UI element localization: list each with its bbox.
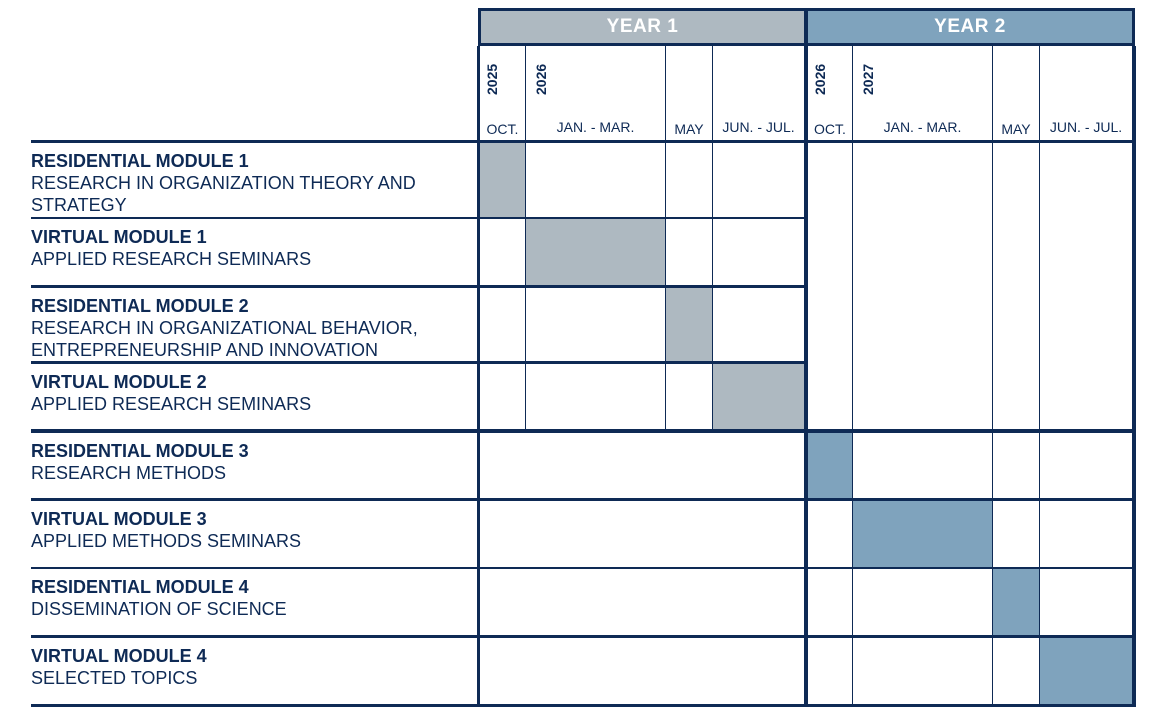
module-subtitle: DISSEMINATION OF SCIENCE (31, 599, 287, 619)
module-subtitle: RESEARCH IN ORGANIZATIONAL BEHAVIOR, ENTREPRENEURSHIP AND INNOVATION (31, 318, 418, 360)
month-janmar-y2: JAN. - MAR. (883, 119, 962, 135)
module-title: VIRTUAL MODULE 3 (31, 509, 207, 529)
module-title: RESIDENTIAL MODULE 2 (31, 296, 249, 316)
month-junjul-y2: JUN. - JUL. (1049, 119, 1123, 135)
bar-virtual-module-4 (1040, 638, 1132, 704)
module-subtitle: APPLIED RESEARCH SEMINARS (31, 394, 312, 414)
bar-virtual-module-2 (713, 364, 804, 429)
module-row-4 (31, 371, 471, 415)
module-row-6 (31, 508, 471, 552)
month-janmar-y1: JAN. - MAR. (556, 119, 635, 135)
month-oct-y2: OCT. (814, 121, 846, 137)
module-row-2 (31, 226, 471, 270)
module-title: VIRTUAL MODULE 2 (31, 372, 207, 392)
month-may-y2: MAY (1001, 121, 1031, 137)
bar-residential-module-2 (666, 288, 712, 361)
year-label-2025: 2025 (484, 63, 500, 95)
module-row-1 (31, 150, 471, 216)
year-label-2026-y2: 2026 (812, 63, 828, 95)
module-row-8 (31, 645, 471, 689)
module-row-5 (31, 440, 471, 484)
bar-residential-module-4 (993, 569, 1039, 635)
module-subtitle: APPLIED RESEARCH SEMINARS (31, 249, 312, 269)
module-title: VIRTUAL MODULE 1 (31, 227, 207, 247)
month-junjul-y1: JUN. - JUL. (722, 119, 795, 135)
module-subtitle: SELECTED TOPICS (31, 668, 198, 688)
module-row-7 (31, 576, 471, 620)
year-label-2026: 2026 (533, 63, 549, 95)
module-title: RESIDENTIAL MODULE 1 (31, 151, 249, 171)
year-label-2027: 2027 (860, 63, 876, 95)
module-title: RESIDENTIAL MODULE 3 (31, 441, 249, 461)
module-row-3 (31, 295, 471, 361)
bar-virtual-module-1 (526, 219, 665, 285)
module-title: RESIDENTIAL MODULE 4 (31, 577, 249, 597)
year2-header-label: YEAR 2 (808, 11, 1132, 43)
year1-header-label: YEAR 1 (481, 11, 804, 43)
bar-residential-module-3 (808, 433, 852, 498)
bottom-line (31, 704, 478, 707)
bar-residential-module-1 (480, 143, 525, 217)
module-subtitle: RESEARCH METHODS (31, 463, 227, 483)
module-subtitle: RESEARCH IN ORGANIZATION THEORY AND STRATEGY (31, 173, 416, 215)
bar-virtual-module-3 (853, 501, 992, 567)
header-separator (31, 140, 478, 143)
month-may-y1: MAY (674, 121, 704, 137)
module-subtitle: APPLIED METHODS SEMINARS (31, 531, 302, 551)
month-oct-y1: OCT. (486, 121, 519, 137)
module-title: VIRTUAL MODULE 4 (31, 646, 207, 666)
